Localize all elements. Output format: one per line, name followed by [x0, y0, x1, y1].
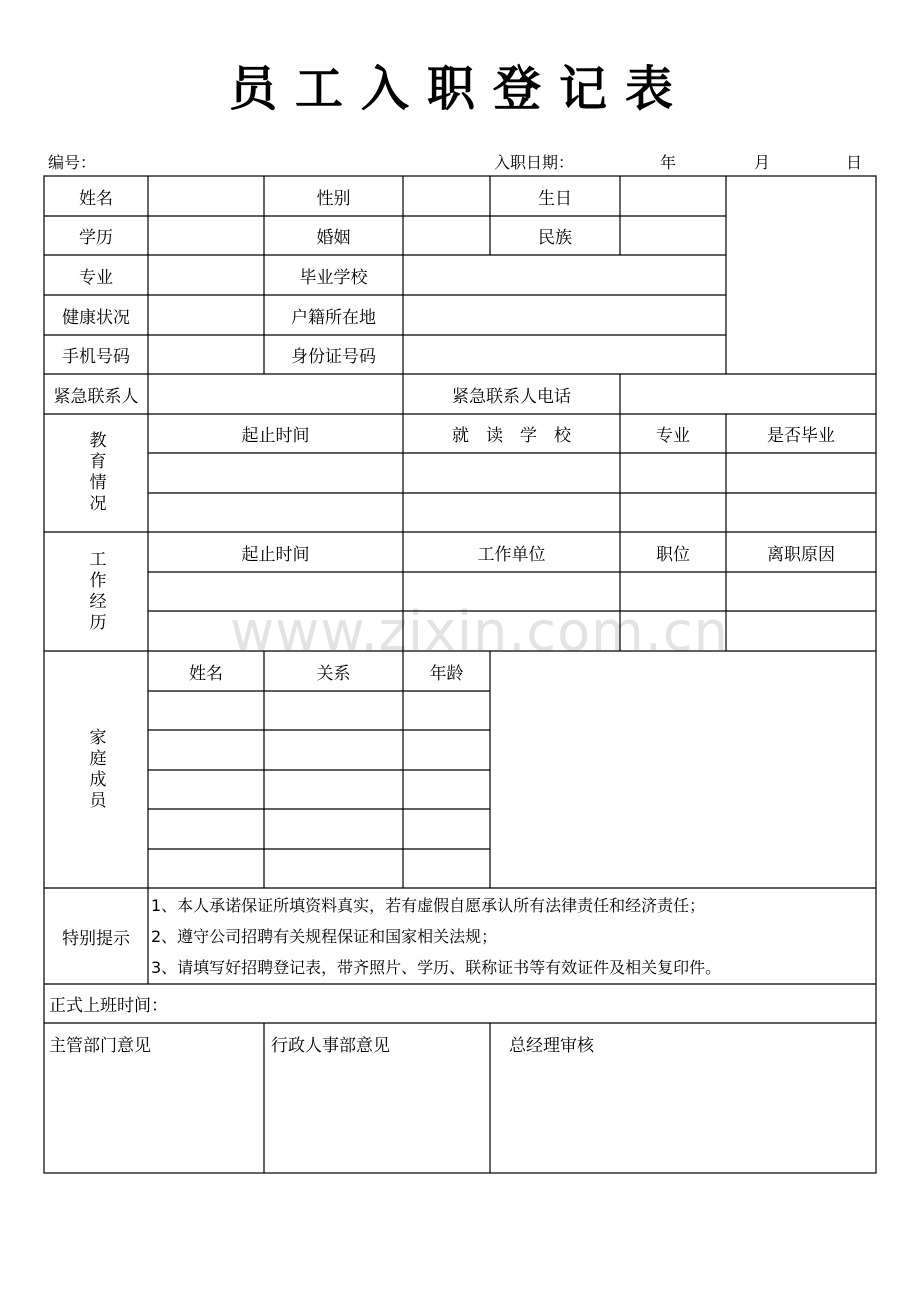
id-number-label: 身份证号码: [291, 347, 376, 367]
year-label: 年: [660, 153, 677, 172]
health-label: 健康状况: [62, 307, 130, 328]
graduate-school-label: 毕业学校: [299, 267, 368, 288]
notes-label: 特别提示: [62, 928, 130, 949]
family-col-relation: 关系: [316, 663, 351, 684]
work-col-period: 起止时间: [241, 544, 310, 565]
edu-col-major: 专业: [656, 426, 690, 446]
work-col-company: 工作单位: [477, 544, 546, 565]
emergency-contact-label: 紧急联系人: [53, 386, 139, 407]
entry-date-label: 入职日期：: [494, 153, 575, 172]
education-label: 学历: [79, 228, 113, 248]
work-section-label: [44, 532, 148, 651]
edu-col-graduated: 是否毕业: [767, 426, 835, 446]
major-label: 专业: [79, 267, 113, 288]
household-label: 户籍所在地: [291, 307, 376, 328]
day-label: 日: [846, 153, 863, 172]
gm-review-label: 总经理审核: [509, 1036, 594, 1056]
phone-label: 手机号码: [62, 347, 130, 367]
family-section-text: 家庭成员: [85, 727, 106, 812]
work-col-leave-reason: 离职原因: [767, 544, 835, 565]
name-label: 姓名: [79, 188, 113, 209]
edu-col-period: 起止时间: [241, 426, 310, 446]
edu-col-school: 就 读 学 校: [452, 426, 571, 446]
education-section-text: 教育情况: [85, 431, 106, 515]
work-col-position: 职位: [656, 544, 690, 565]
hr-opinion-label: 行政人事部意见: [271, 1036, 390, 1056]
birthday-label: 生日: [538, 188, 572, 209]
gender-label: 性别: [316, 188, 351, 209]
number-label: 编号：: [48, 153, 97, 172]
supervisor-opinion-label: 主管部门意见: [49, 1036, 151, 1056]
watermark: www.zixin.com.cn: [230, 600, 729, 663]
family-col-age: 年龄: [429, 663, 464, 684]
emergency-phone-label: 紧急联系人电话: [452, 386, 571, 407]
family-section-label: [44, 651, 148, 888]
month-label: 月: [754, 153, 771, 172]
note-item: 3、请填写好招聘登记表，带齐照片、学历、联称证书等有效证件及相关复印件。: [151, 958, 722, 977]
family-col-name: 姓名: [189, 663, 223, 684]
education-section-label: [44, 414, 148, 532]
notes-list: [151, 890, 876, 983]
form-title: 员工入职登记表: [228, 61, 691, 117]
work-section-text: 工作经历: [85, 549, 106, 634]
note-item: 2、遵守公司招聘有关规程保证和国家相关法规；: [151, 927, 498, 946]
ethnicity-label: 民族: [538, 228, 572, 248]
marriage-label: 婚姻: [316, 228, 351, 248]
start-work-label: 正式上班时间：: [49, 996, 168, 1016]
note-item: 1、本人承诺保证所填资料真实，若有虚假自愿承认所有法律责任和经济责任；: [151, 896, 706, 915]
